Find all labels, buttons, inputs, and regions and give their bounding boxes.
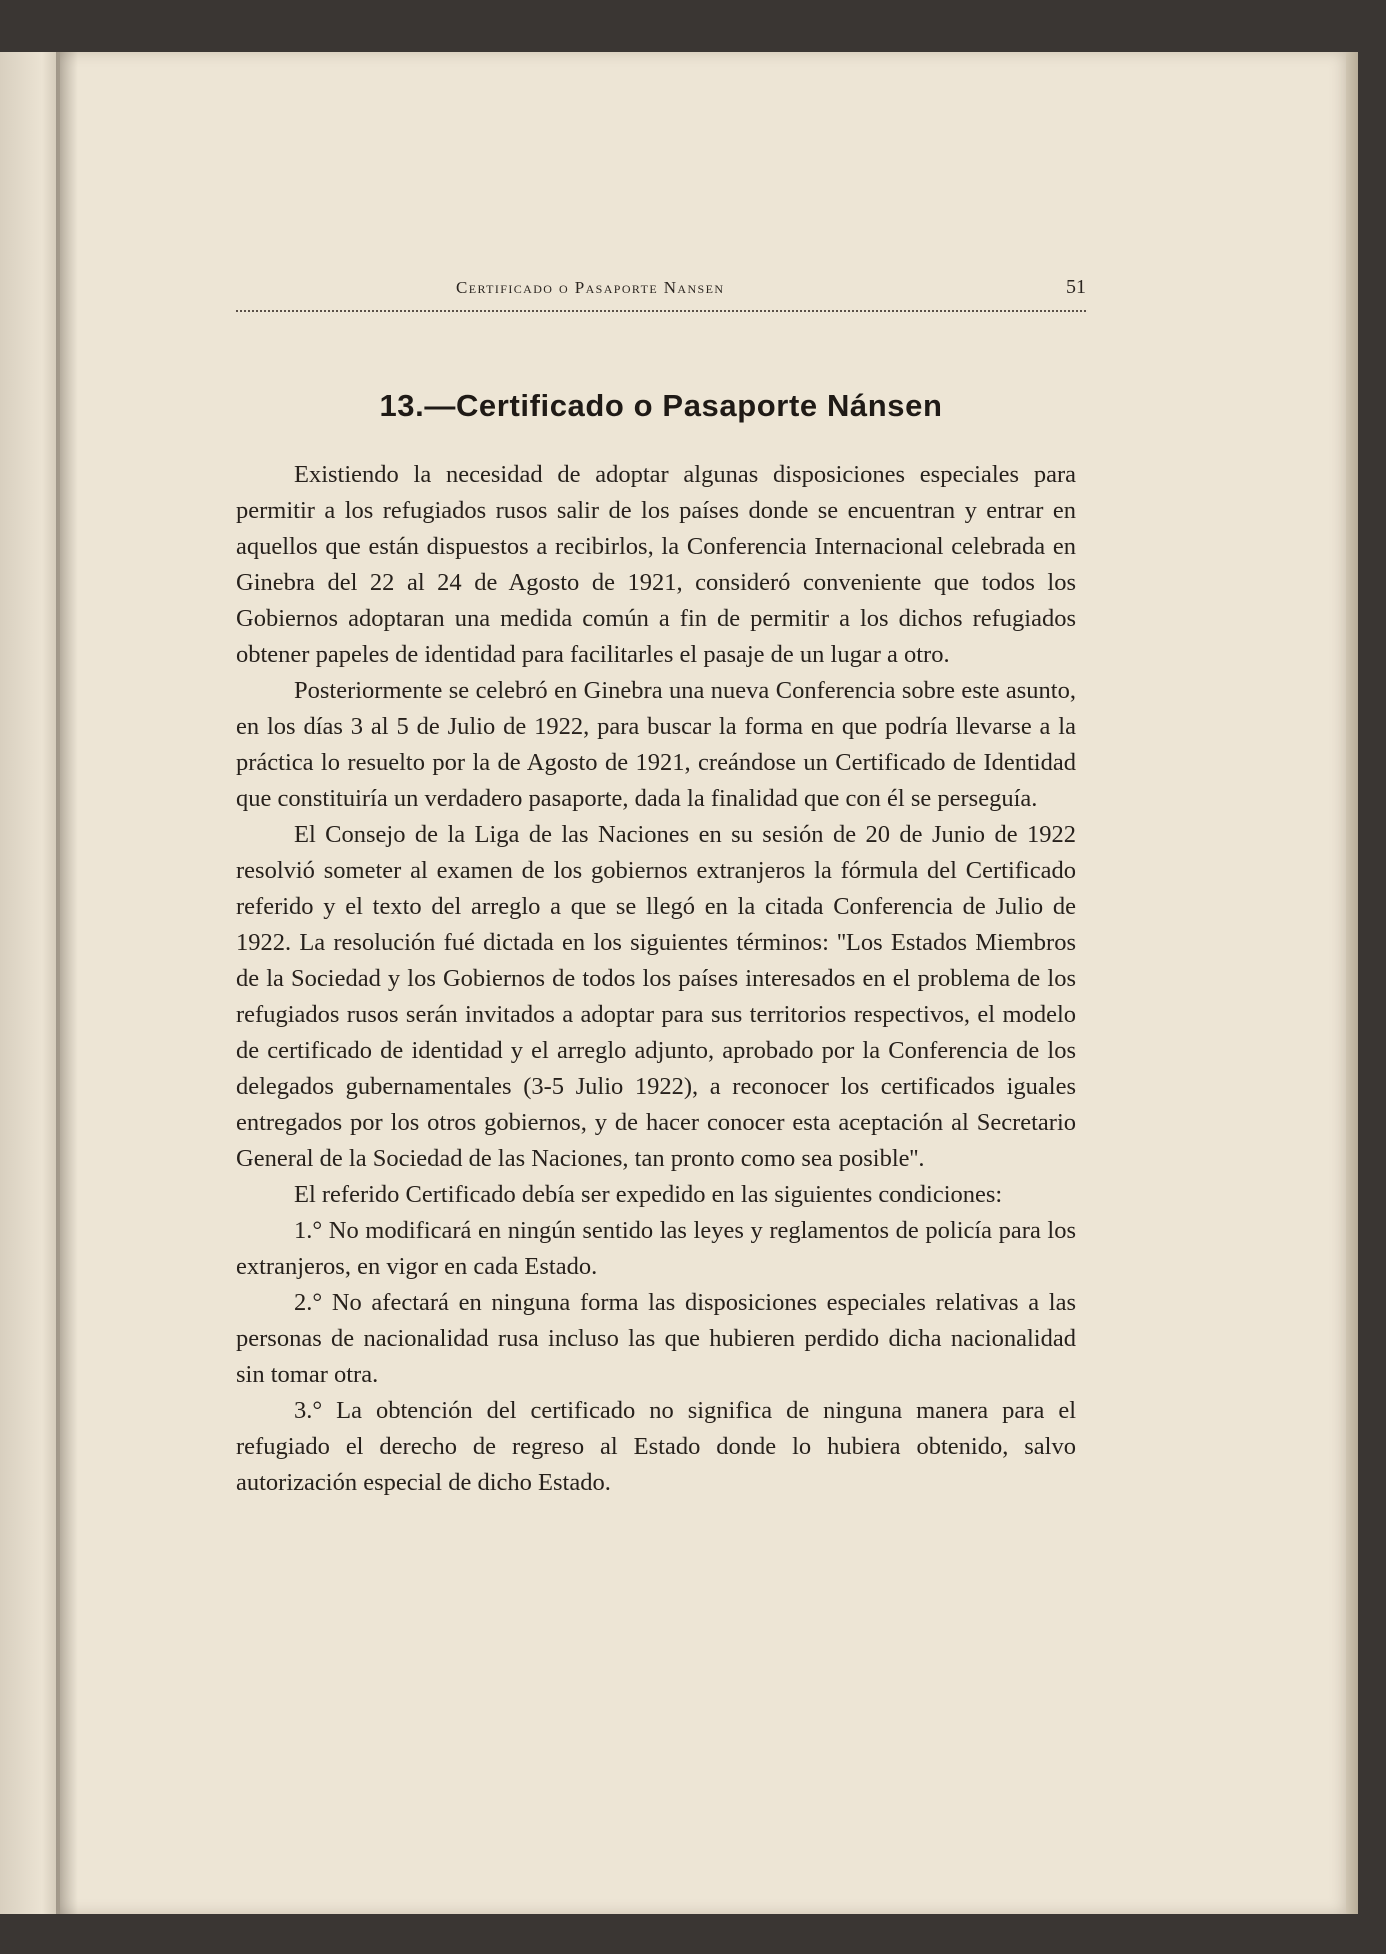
header-dotted-rule <box>236 310 1086 312</box>
paragraph: El referido Certificado debía ser expedido en las siguientes condiciones: <box>294 1181 1003 1208</box>
list-item: 1.° No modificará en ningún sentido las leyes y reglamentos de policía para los extranjeros, en vigor en cada Estado. <box>236 1217 1076 1280</box>
right-page-edge <box>1346 52 1358 1914</box>
section-title: 13.—Certificado o Pasaporte Nánsen <box>379 388 943 423</box>
left-page-edge <box>0 52 60 1914</box>
list-item: 2.° No afectará en ninguna forma las disposiciones especiales relativas a las personas de nacionalidad rusa incluso las que hubieren perdido dicha nacionalidad sin tomar otra. <box>236 1289 1076 1388</box>
paragraph: El Consejo de la Liga de las Naciones en su sesión de 20 de Junio de 1922 resolvió someter al examen de los gobiernos extranjeros la fórmula del Certificado referido y el texto del arreglo a que se llegó en la citada Conferencia de Julio de 1922. La resolución fué dictada en los siguientes términos: ''Los Estados Miembros de la Sociedad y los Gobiernos de todos los países interesados en el problema de los refugiados rusos serán invitados a adoptar para sus territorios respectivos, el modelo de certificado de identidad y el arreglo adjunto, aprobado por la Conferencia de los delegados gubernamentales (3-5 Julio 1922), a reconocer los certificados iguales entregados por los otros gobiernos, y de hacer conocer esta aceptación al Secretario General de la Sociedad de las Naciones, tan pronto como sea posible''. <box>236 821 1076 1172</box>
paragraph: Existiendo la necesidad de adoptar algunas disposiciones especiales para permitir a los refugiados rusos salir de los países donde se encuentran y entrar en aquellos que están dispuestos a recibirlos, la Conferencia Internacional celebrada en Ginebra del 22 al 24 de Agosto de 1921, consideró conveniente que todos los Gobiernos adoptaran una medida común a fin de permitir a los dichos refugiados obtener papeles de identidad para facilitarles el pasaje de un lugar a otro. <box>236 461 1076 668</box>
running-title: Certificado o Pasaporte Nansen <box>456 278 725 297</box>
page-number: 51 <box>1066 276 1086 298</box>
body-text <box>236 457 1076 1501</box>
paragraph: Posteriormente se celebró en Ginebra una nueva Conferencia sobre este asunto, en los días 3 al 5 de Julio de 1922, para buscar la forma en que podría llevarse a la práctica lo resuelto por la de Agosto de 1921, creándose un Certificado de Identidad que constituiría un verdadero pasaporte, dada la finalidad que con él se perseguía. <box>236 677 1076 812</box>
gutter-shadow <box>56 52 78 1914</box>
list-item: 3.° La obtención del certificado no significa de ninguna manera para el refugiado el derecho de regreso al Estado donde lo hubiera obtenido, salvo autorización especial de dicho Estado. <box>236 1397 1076 1496</box>
running-header <box>236 272 1086 322</box>
